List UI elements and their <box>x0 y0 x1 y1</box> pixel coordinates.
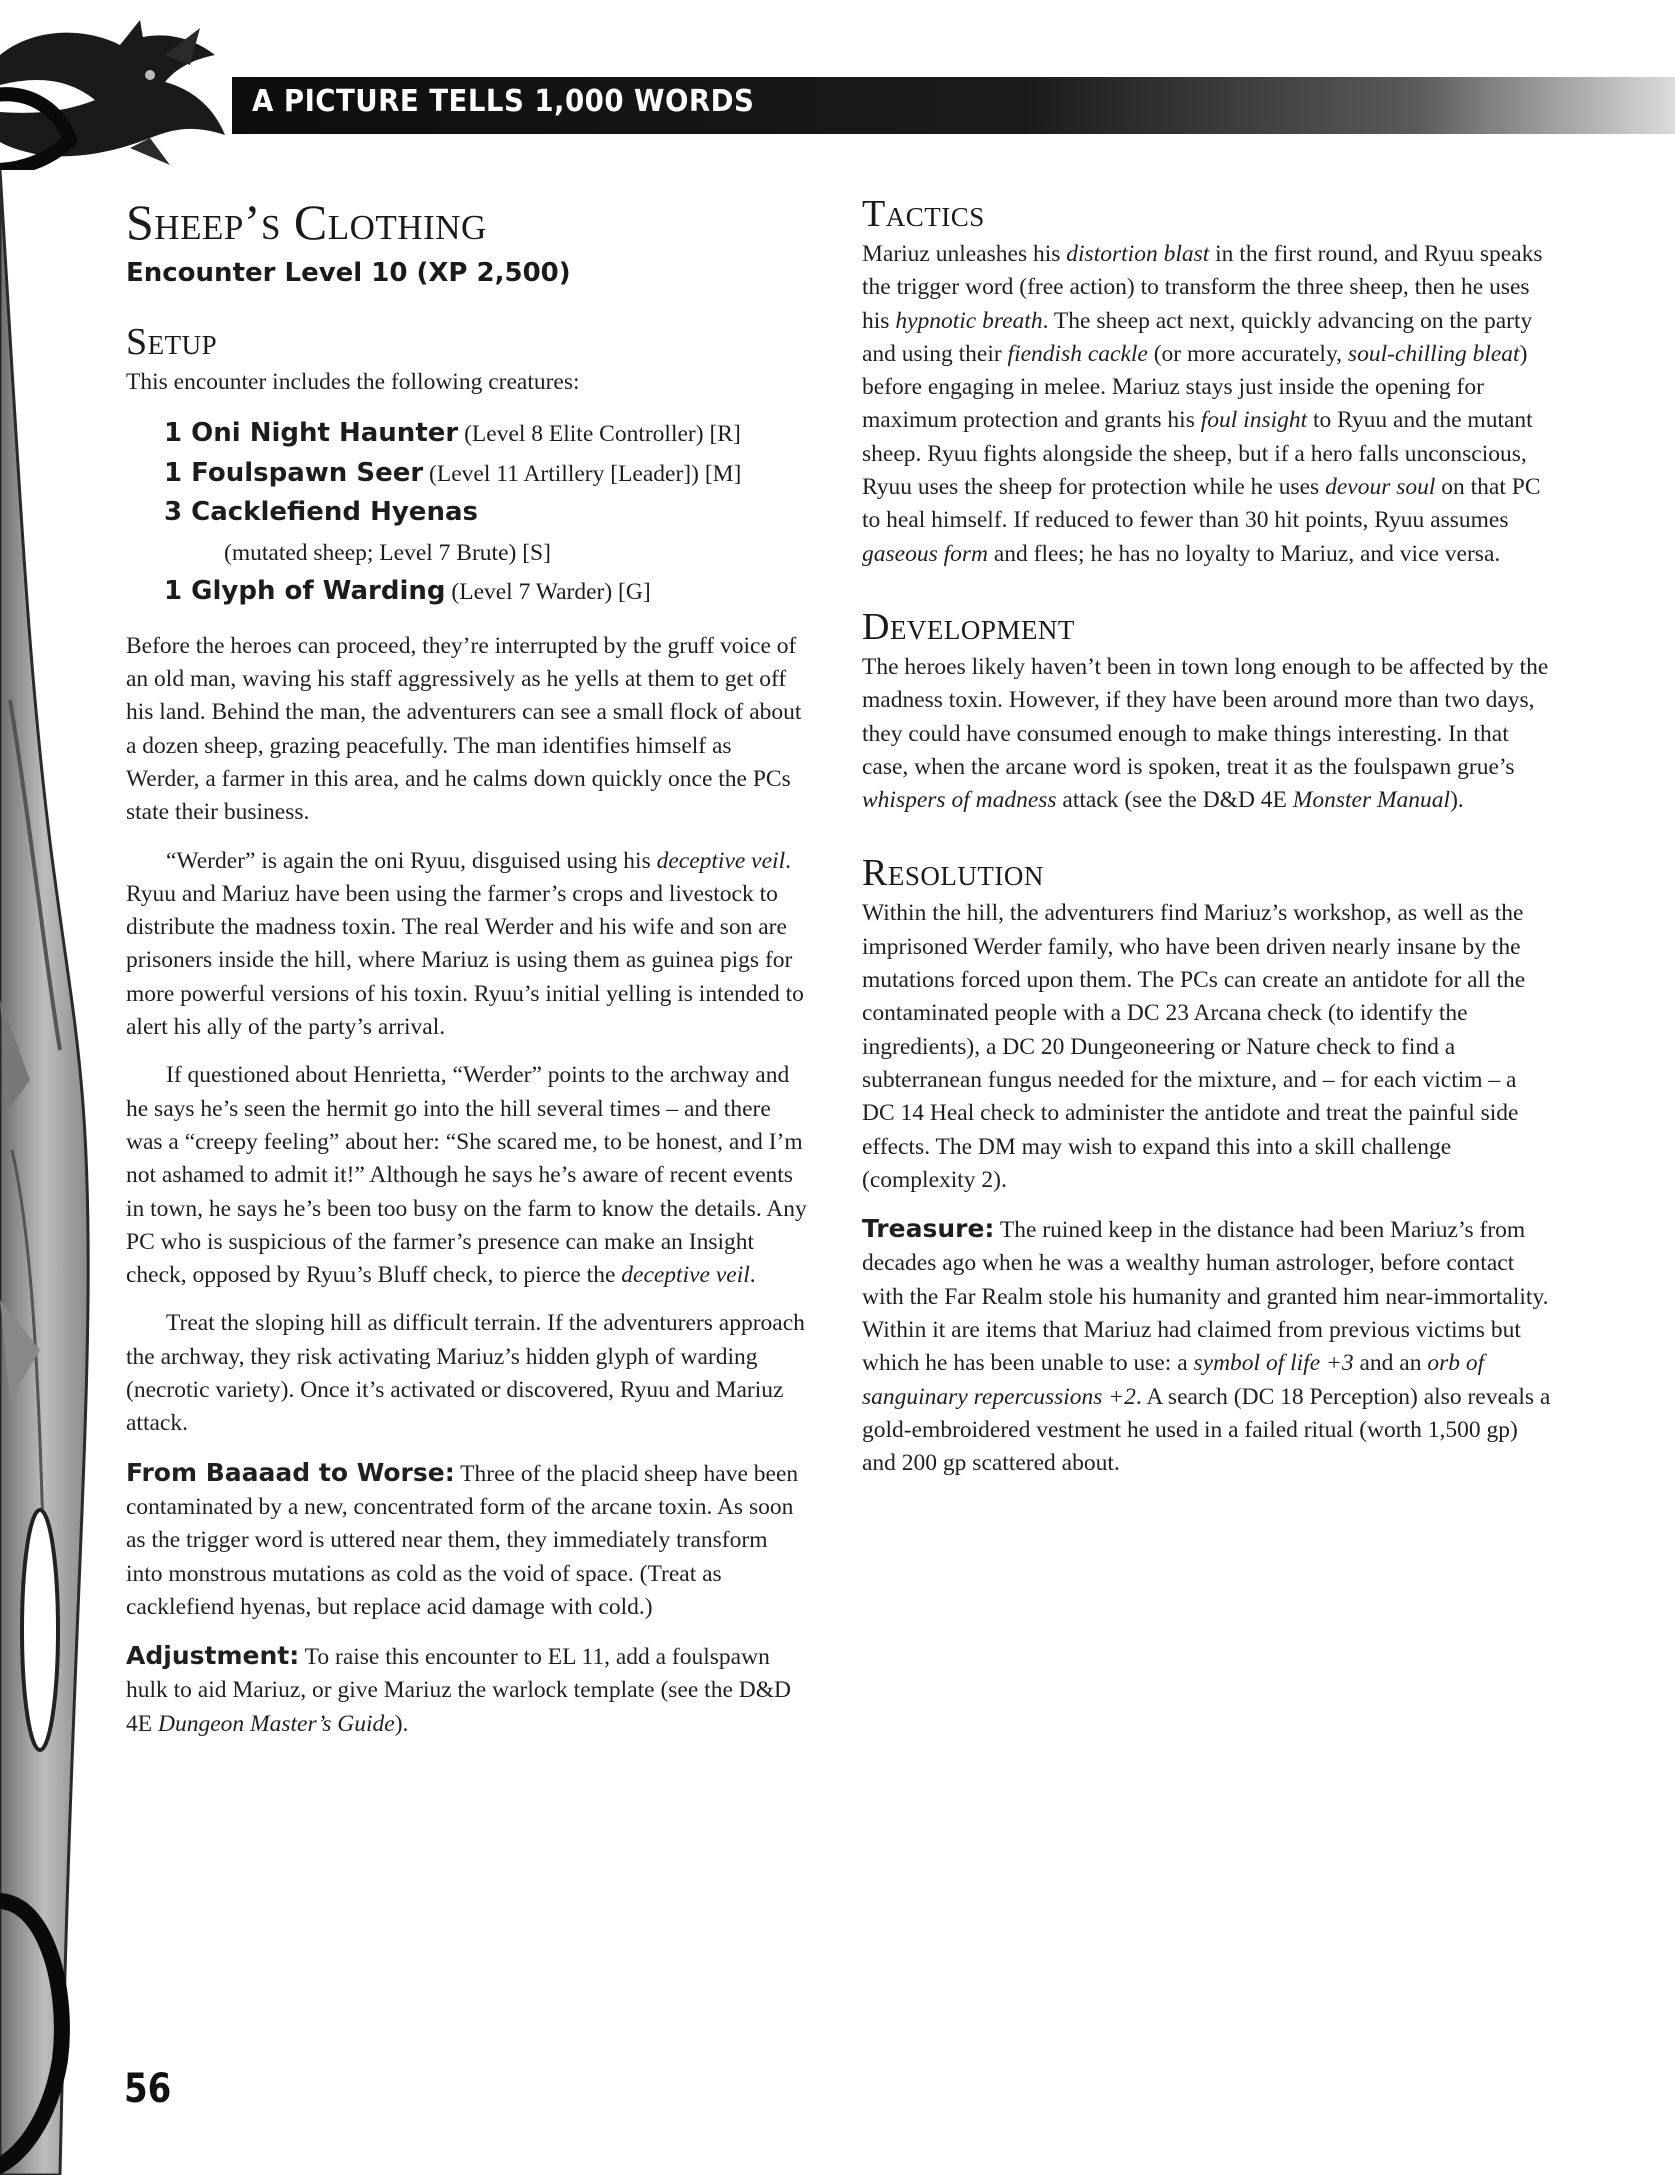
creature-list <box>164 414 809 612</box>
creature-detail: (Level 11 Artillery [Leader]) [M] <box>423 460 742 487</box>
dragon-head-emblem <box>0 20 240 170</box>
tactics-paragraph: Mariuz unleashes his distortion blast in the first round, and Ryuu speaks the trigger word (free action) to transform the three sheep, then he uses his hypnotic breath. The sheep act next, quickly advancing on the party and using their fiendish cackle (or more accurately, soul-chilling bleat) before engaging in melee. Mariuz stays just inside the opening for maximum protection and grants his foul insight to Ryuu and the mutant sheep. Ryuu fights alongside the sheep, but if a hero falls unconscious, Ryuu uses the sheep for protection while he uses devour soul on that PC to heal himself. If reduced to fewer than 30 hit points, Ryuu assumes gaseous form and flees; he has no loyalty to Mariuz, and vice versa. <box>862 241 1543 567</box>
resolution-paragraph: Within the hill, the adventurers find Mariuz’s workshop, as well as the imprisoned Werder family, who have been driven nearly insane by the mutations forced upon them. The PCs can create an antidote for all the contaminated people with a DC 23 Arcana check (to identify the ingredients), a DC 20 Dungeoneering or Nature check to find a subterranean fungus needed for the mixture, and – for each victim – a DC 14 Heal check to administer the antidote and treat the painful side effects. The DM may wish to expand this into a skill challenge (complexity 2). <box>862 900 1526 1193</box>
adjustment-lead: Adjustment: <box>126 1641 300 1671</box>
development-paragraph: The heroes likely haven’t been in town long enough to be affected by the madness toxin. However, if they have been around more than two days, they could have consumed enough to make things interesting. In that case, when the arcane word is spoken, treat it as the foulspawn grue’s whispers of madness attack (see the D&D 4E Monster Manual). <box>862 653 1549 814</box>
creature-name: 3 Cacklefiend Hyenas <box>164 497 478 528</box>
treasure-lead: Treasure: <box>862 1214 995 1244</box>
resolution-heading: Resolution <box>862 852 1044 895</box>
creature-detail: (Level 7 Warder) [G] <box>445 579 651 606</box>
creature-item <box>164 572 809 612</box>
creature-name: 1 Glyph of Warding <box>164 576 446 607</box>
treasure-paragraph: Treasure: The ruined keep in the distance had been Mariuz’s from decades ago when he was a wealthy human astrologer, before contact with the Far Realm stole his humanity and granted him near-immortality. Within it are items that Mariuz had claimed from previous victims but which he has been unable to use: a symbol of life +3 and an orb of sanguinary repercussions +2. A search (DC 18 Perception) also reveals a gold-embroidered vestment he used in a failed ritual (worth 1,500 gp) and 200 gp scattered about. <box>862 1214 1551 1477</box>
creature-item <box>164 533 809 573</box>
baaaad-lead: From Baaaad to Worse: <box>126 1457 455 1487</box>
setup-paragraph: If questioned about Henrietta, “Werder” points to the archway and he says he’s seen the hermit go into the hill several times – and there was a “creepy feeling” about her: “She scared me, to be honest, and I’m not ashamed to admit it!” Although he says he’s aware of recent events in town, he says he’s been too busy on the farm to know the details. Any PC who is suspicious of the farmer’s presence can make an Insight check, opposed by Ryuu’s Bluff check, to pierce the deceptive veil. <box>126 1062 807 1289</box>
setup-paragraph: Treat the sloping hill as difficult terrain. If the adventurers approach the archway, they risk activating Mariuz’s hidden glyph of warding (necrotic variety). Once it’s activated or discovered, Ryuu and Mariuz attack. <box>126 1310 805 1437</box>
creature-detail: (Level 8 Elite Controller) [R] <box>458 421 741 448</box>
blade-border-art <box>0 0 120 2175</box>
creature-detail: (mutated sheep; Level 7 Brute) [S] <box>224 539 551 566</box>
setup-paragraph: “Werder” is again the oni Ryuu, disguised using his deceptive veil. Ryuu and Mariuz have been using the farmer’s crops and livestock to distribute the madness toxin. The real Werder and his wife and son are prisoners inside the hill, where Mariuz is using them as guinea pigs for more powerful versions of his toxin. Ryuu’s initial yelling is intended to alert his ally of the party’s arrival. <box>126 847 804 1041</box>
right-column <box>862 190 1552 1496</box>
creature-item <box>164 493 809 533</box>
setup-intro: This encounter includes the following creatures: <box>126 369 580 395</box>
creature-item <box>164 454 809 494</box>
baaaad-paragraph: From Baaaad to Worse: Three of the placid sheep have been contaminated by a new, concentrated form of the arcane toxin. As soon as the trigger word is uttered near them, they immediately transform into monstrous mutations as cold as the void of space. (Treat as cacklefiend hyenas, but replace acid damage with cold.) <box>126 1457 799 1620</box>
article-title: Sheep’s Clothing <box>126 194 487 250</box>
banner-title: A PICTURE TELLS 1,000 WORDS <box>252 84 755 119</box>
encounter-level: Encounter Level 10 (XP 2,500) <box>126 258 571 288</box>
page-number: 56 <box>124 2066 172 2112</box>
creature-name: 1 Foulspawn Seer <box>164 457 424 488</box>
left-column <box>126 190 809 1756</box>
adjustment-paragraph: Adjustment: To raise this encounter to EL 11, add a foulspawn hulk to aid Mariuz, or give Mariuz the warlock template (see the D&D 4E Dungeon Master’s Guide). <box>126 1641 791 1737</box>
setup-paragraph: Before the heroes can proceed, they’re interrupted by the gruff voice of an old man, waving his staff aggressively as he yells at them to get off his land. Behind the man, the adventurers can see a small flock of about a dozen sheep, grazing peacefully. The man identifies himself as Werder, a farmer in this area, and he calms down quickly once the PCs state their business. <box>126 632 802 826</box>
development-heading: Development <box>862 605 1075 648</box>
creature-item <box>164 414 809 454</box>
tactics-heading: Tactics <box>862 193 985 235</box>
setup-heading: Setup <box>126 321 218 363</box>
creature-name: 1 Oni Night Haunter <box>164 418 459 449</box>
